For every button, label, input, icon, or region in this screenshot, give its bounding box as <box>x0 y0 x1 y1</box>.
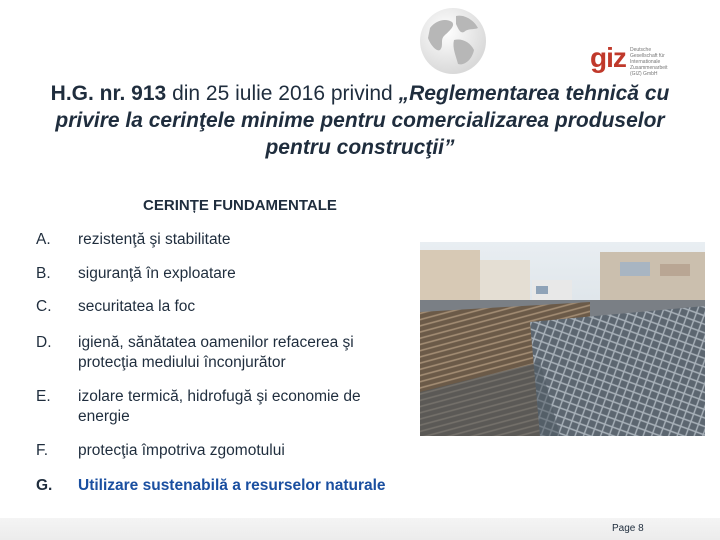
section-heading: CERINȚE FUNDAMENTALE <box>143 197 337 214</box>
requirement-letter: E. <box>36 388 51 405</box>
requirement-text: securitatea la foc <box>78 298 196 315</box>
requirement-text: igienă, sănătatea oamenilor refacerea şi protecţia mediului înconjurător <box>78 334 354 371</box>
requirement-text: rezistenţă şi stabilitate <box>78 231 231 248</box>
giz-logo <box>590 44 670 76</box>
construction-materials-photo <box>420 242 705 436</box>
logo-text: Deutsche Gesellschaft für Internationale Zusammenarbeit (GIZ) GmbH <box>630 47 668 77</box>
title-date: din 25 iulie 2016 privind <box>166 82 399 105</box>
requirement-letter: G. <box>36 477 53 494</box>
requirement-text: izolare termică, hidrofugă şi economie de energie <box>78 388 361 425</box>
title-regulation: „Reglementarea tehnică cu privire la cerinţele minime pentru comercializarea produselor pentru construcţii” <box>55 82 670 159</box>
slide-title <box>40 80 680 161</box>
requirement-text: siguranţă în exploatare <box>78 265 236 282</box>
requirement-letter: F. <box>36 442 49 459</box>
requirement-text: protecţia împotriva zgomotului <box>78 442 285 459</box>
title-decree: H.G. nr. 913 <box>50 82 167 105</box>
page-number: Page 8 <box>612 523 644 534</box>
requirement-text: Utilizare sustenabilă a resurselor naturale <box>78 477 386 494</box>
requirement-letter: A. <box>36 231 51 248</box>
requirement-letter: C. <box>36 298 52 315</box>
globe-icon <box>418 6 488 76</box>
requirement-letter: B. <box>36 265 51 282</box>
logo-mark: giz <box>590 42 626 73</box>
requirement-letter: D. <box>36 334 52 351</box>
